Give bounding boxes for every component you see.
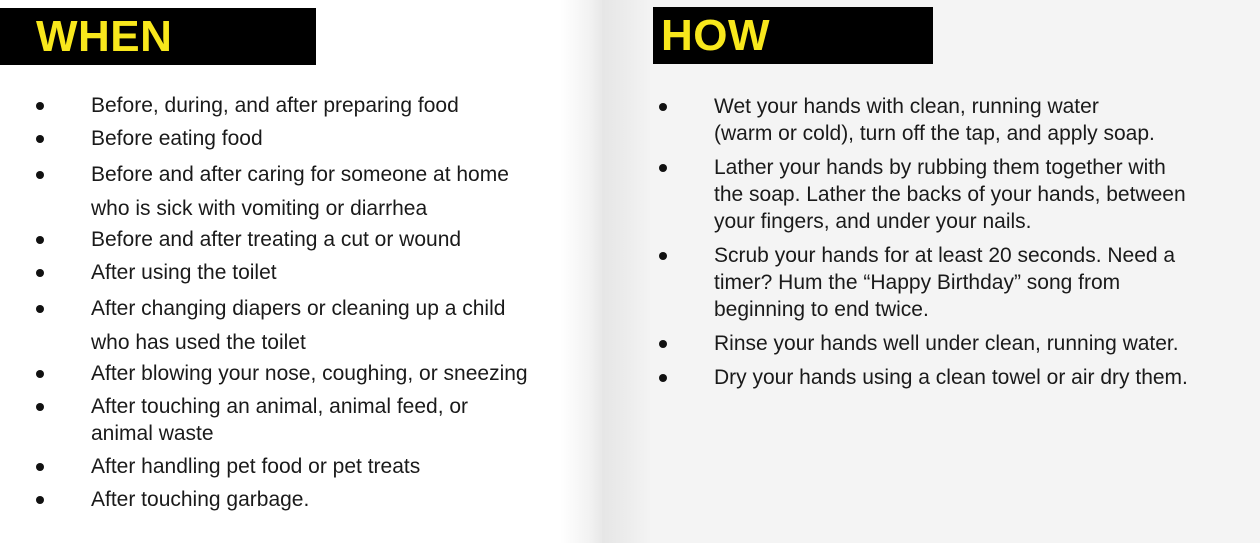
bullet-icon — [659, 103, 667, 111]
bullet-icon — [36, 403, 44, 411]
bullet-icon — [36, 135, 44, 143]
when-panel — [0, 0, 602, 543]
list-item: Before eating food — [36, 125, 596, 152]
bullet-icon — [36, 236, 44, 244]
list-item: After changing diapers or cleaning up a child who has used the toilet — [36, 292, 596, 360]
bullet-icon — [659, 374, 667, 382]
list-item: Before and after treating a cut or wound — [36, 226, 596, 253]
list-item: After using the toilet — [36, 259, 596, 286]
list-item: Lather your hands by rubbing them together with the soap. Lather the backs of your hands, between your fingers, and under your nails. — [659, 154, 1259, 235]
list-item: Rinse your hands well under clean, running water. — [659, 330, 1259, 357]
bullet-icon — [36, 269, 44, 277]
list-item: Scrub your hands for at least 20 seconds. Need a timer? Hum the “Happy Birthday” song from beginning to end twice. — [659, 242, 1259, 323]
list-item: After handling pet food or pet treats — [36, 453, 596, 480]
bullet-icon — [36, 102, 44, 110]
list-item: After touching garbage. — [36, 486, 596, 513]
how-heading: HOW — [661, 10, 771, 60]
how-list — [659, 93, 1259, 398]
when-heading: WHEN — [36, 11, 173, 61]
bullet-icon — [36, 370, 44, 378]
when-list — [36, 92, 596, 519]
list-item: After touching an animal, animal feed, or animal waste — [36, 393, 596, 447]
bullet-icon — [659, 164, 667, 172]
bullet-icon — [36, 463, 44, 471]
bullet-icon — [659, 340, 667, 348]
list-item: Before, during, and after preparing food — [36, 92, 596, 119]
when-heading-bar — [0, 8, 316, 65]
list-item: Dry your hands using a clean towel or air dry them. — [659, 364, 1259, 391]
list-item: Before and after caring for someone at home who is sick with vomiting or diarrhea — [36, 158, 596, 226]
bullet-icon — [36, 171, 44, 179]
bullet-icon — [36, 496, 44, 504]
bullet-icon — [36, 305, 44, 313]
list-item: After blowing your nose, coughing, or sneezing — [36, 360, 596, 387]
list-item: Wet your hands with clean, running water (warm or cold), turn off the tap, and apply soap. — [659, 93, 1259, 147]
how-panel — [602, 0, 1260, 543]
bullet-icon — [659, 252, 667, 260]
how-heading-bar — [653, 7, 933, 64]
